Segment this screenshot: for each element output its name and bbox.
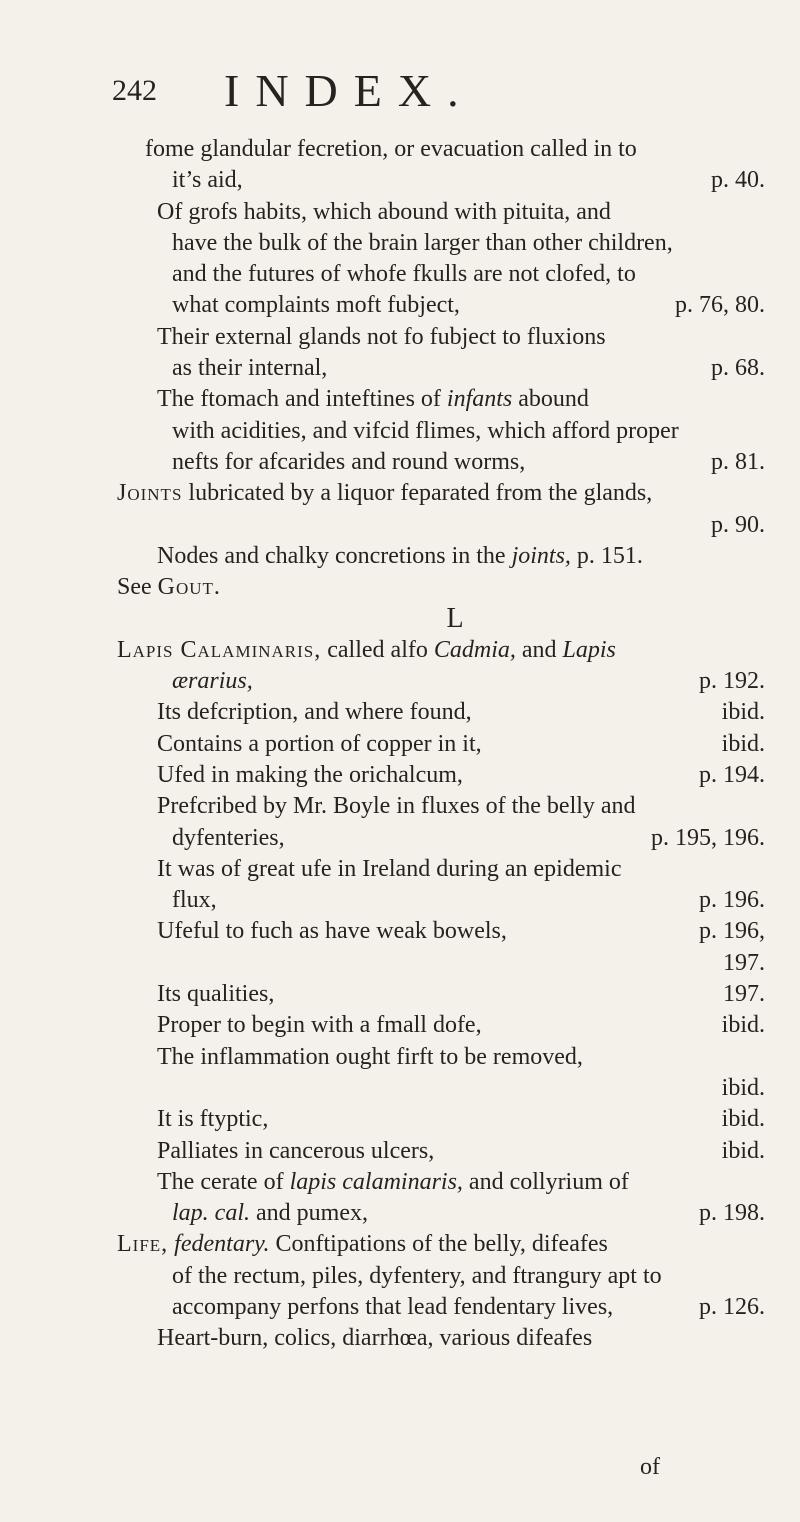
page-reference: 197. xyxy=(723,949,765,976)
index-subentry: Its qualities, 197. xyxy=(145,979,765,1010)
index-line: accompany perfons that lead fendentary lives, p. 126. xyxy=(145,1292,765,1323)
index-subentry: Their external glands not fo fubject to fluxions xyxy=(157,323,606,350)
index-line: lap. cal. and pumex, p. 198. xyxy=(145,1198,765,1229)
index-line: nefts for afcarides and round worms, p. 81. xyxy=(145,447,765,478)
index-line: what complaints moft fubject, p. 76, 80. xyxy=(145,290,765,321)
page-number: 242 xyxy=(112,74,157,107)
index-line: as their internal, p. 68. xyxy=(145,353,765,384)
index-line xyxy=(145,1073,765,1104)
page-reference: p. 196. xyxy=(699,887,765,914)
index-subentry: Of grofs habits, which abound with pituita, and xyxy=(157,198,611,225)
page-reference: ibid. xyxy=(721,1106,765,1133)
cross-reference: See Gout. xyxy=(117,574,221,601)
page-reference: ibid. xyxy=(721,730,765,757)
index-subentry: The ftomach and inteftines of infants abound xyxy=(157,386,589,413)
page-reference: p. 40. xyxy=(711,167,765,194)
index-subentry: Palliates in cancerous ulcers, ibid. xyxy=(145,1136,765,1167)
index-line: fome glandular fecretion, or evacuation called in to xyxy=(145,136,637,162)
index-line: it’s aid, p. 40. xyxy=(145,165,765,196)
page-reference: p. 81. xyxy=(711,448,765,475)
catchword: of xyxy=(640,1454,660,1480)
index-subentry: Prefcribed by Mr. Boyle in fluxes of the belly and xyxy=(157,793,636,820)
index-line xyxy=(145,510,765,541)
index-subentry: The inflammation ought firft to be removed, xyxy=(157,1043,583,1070)
index-line: ærarius, p. 192. xyxy=(145,666,765,697)
index-subentry: Ufeful to fuch as have weak bowels, p. 196, xyxy=(145,916,765,947)
index-entries xyxy=(117,134,765,1355)
index-subentry: The cerate of lapis calaminaris, and collyrium of xyxy=(157,1168,629,1195)
index-subentry: Its defcription, and where found, ibid. xyxy=(145,697,765,728)
page-reference: ibid. xyxy=(721,1137,765,1164)
page-reference: p. 194. xyxy=(699,761,765,788)
index-line xyxy=(145,948,765,979)
page-reference: p. 126. xyxy=(699,1293,765,1320)
page-reference: p. 192. xyxy=(699,668,765,695)
page-reference: p. 76, 80. xyxy=(675,292,765,319)
index-line: with acidities, and vifcid flimes, which afford proper xyxy=(172,417,679,444)
page-reference: ibid. xyxy=(721,1074,765,1101)
page-reference: ibid. xyxy=(721,699,765,726)
section-letter: L xyxy=(446,603,464,635)
page-reference: 197. xyxy=(723,981,765,1008)
index-line: dyfenteries, p. 195, 196. xyxy=(145,823,765,854)
page-reference: ibid. xyxy=(721,1012,765,1039)
page-reference: p. 198. xyxy=(699,1200,765,1227)
index-line: flux, p. 196. xyxy=(145,885,765,916)
index-heading: Lapis Calaminaris, called alfo Cadmia, and Lapis xyxy=(117,636,616,663)
index-subentry: Proper to begin with a fmall dofe, ibid. xyxy=(145,1010,765,1041)
page-reference: p. 68. xyxy=(711,355,765,382)
index-line: have the bulk of the brain larger than other children, xyxy=(172,229,673,256)
index-subentry: It is ftyptic, ibid. xyxy=(145,1104,765,1135)
running-head: INDEX. xyxy=(224,65,475,116)
index-subentry: Contains a portion of copper in it, ibid. xyxy=(145,729,765,760)
index-subentry: Heart-burn, colics, diarrhœa, various difeafes xyxy=(157,1325,593,1352)
index-heading: Joints lubricated by a liquor feparated from the glands, xyxy=(117,480,653,507)
index-subentry: Ufed in making the orichalcum, p. 194. xyxy=(145,760,765,791)
page-header xyxy=(112,64,712,120)
index-subentry: Nodes and chalky concretions in the joints, p. 151. xyxy=(157,542,643,569)
page-reference: p. 195, 196. xyxy=(651,824,765,851)
page-reference: p. 90. xyxy=(711,511,765,538)
index-line: and the futures of whofe fkulls are not clofed, to xyxy=(172,261,636,288)
index-subentry: It was of great ufe in Ireland during an epidemic xyxy=(157,855,622,882)
page-reference: p. 196, xyxy=(699,918,765,945)
index-line: of the rectum, piles, dyfentery, and ftrangury apt to xyxy=(172,1262,662,1289)
index-heading: Life, fedentary. Conftipations of the belly, difeafes xyxy=(117,1231,608,1258)
